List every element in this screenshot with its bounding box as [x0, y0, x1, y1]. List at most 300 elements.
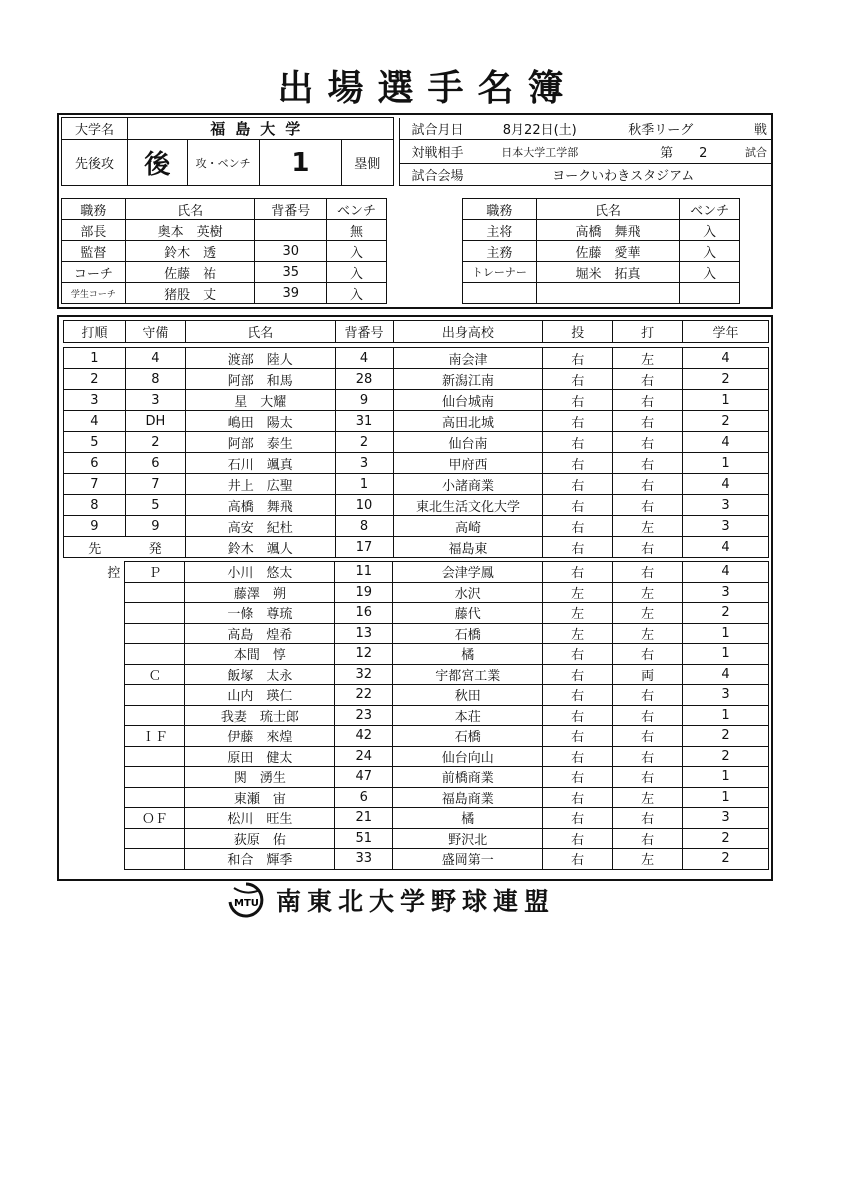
batting-order: 後	[127, 140, 187, 186]
position-cell: ＯＦ	[125, 808, 185, 829]
position-cell	[125, 685, 185, 706]
player-name-cell: 飯塚 太永	[185, 664, 335, 685]
bats-cell: 右	[613, 474, 683, 495]
bats-cell: 右	[613, 726, 683, 747]
throws-cell: 右	[543, 849, 613, 870]
batting-order-cell: 8	[64, 495, 126, 516]
staff-number: 30	[255, 241, 327, 262]
batting-order-cell: 4	[64, 411, 126, 432]
reserve-row	[63, 603, 769, 624]
high-school-cell: 会津学鳳	[393, 562, 543, 583]
uniform-number-cell: 19	[335, 582, 393, 603]
roster-header: 投	[543, 321, 613, 343]
batting-order-cell: 2	[64, 369, 126, 390]
staff-bench	[680, 283, 740, 304]
reserve-row	[63, 828, 769, 849]
staff-row	[463, 220, 740, 241]
reserve-row	[63, 582, 769, 603]
staff-row	[463, 283, 740, 304]
grade-cell: 4	[683, 664, 769, 685]
grade-cell: 2	[683, 746, 769, 767]
blank-cell	[63, 603, 125, 624]
player-name-cell: 嶋田 陽太	[185, 411, 335, 432]
reserve-row	[63, 849, 769, 870]
player-name-cell: 山内 瑛仁	[185, 685, 335, 706]
position-cell: 3	[125, 390, 185, 411]
staff-row	[62, 262, 387, 283]
throws-cell: 右	[543, 390, 613, 411]
player-name-cell: 阿部 泰生	[185, 432, 335, 453]
staff-row	[62, 241, 387, 262]
high-school-cell: 水沢	[393, 582, 543, 603]
throws-cell: 左	[543, 582, 613, 603]
federation-logo-icon	[226, 882, 266, 918]
uniform-number-cell: 24	[335, 746, 393, 767]
roster-header: 守備	[125, 321, 185, 343]
bats-cell: 左	[613, 849, 683, 870]
throws-cell: 右	[543, 787, 613, 808]
player-name-cell: 本間 惇	[185, 644, 335, 665]
reserve-row	[63, 664, 769, 685]
uniform-number-cell: 6	[335, 787, 393, 808]
league-suffix: 戦	[717, 118, 771, 140]
player-name-cell: 東瀬 宙	[185, 787, 335, 808]
blank-cell	[63, 726, 125, 747]
high-school-cell: 藤代	[393, 603, 543, 624]
high-school-cell: 福島商業	[393, 787, 543, 808]
throws-cell: 右	[543, 664, 613, 685]
uniform-number-cell: 11	[335, 562, 393, 583]
player-name-cell: 関 湧生	[185, 767, 335, 788]
staff-bench: 無	[327, 220, 387, 241]
grade-cell: 2	[683, 369, 769, 390]
position-cell	[125, 746, 185, 767]
batting-order-cell: 5	[64, 432, 126, 453]
high-school-cell: 東北生活文化大学	[393, 495, 543, 516]
reserve-row	[63, 767, 769, 788]
staff-header: 氏名	[536, 199, 679, 220]
uniform-number-cell: 21	[335, 808, 393, 829]
grade-cell: 1	[683, 623, 769, 644]
grade-cell: 4	[683, 432, 769, 453]
staff-table-right	[462, 198, 740, 304]
uniform-number-cell: 51	[335, 828, 393, 849]
uniform-number-cell: 3	[335, 453, 393, 474]
bats-cell: 右	[613, 808, 683, 829]
staff-role: トレーナー	[463, 262, 537, 283]
position-cell: Ｐ	[125, 562, 185, 583]
grade-cell: 2	[683, 603, 769, 624]
bats-cell: 左	[613, 516, 683, 537]
bats-cell: 右	[613, 495, 683, 516]
position-cell: ＩＦ	[125, 726, 185, 747]
throws-cell: 右	[543, 474, 613, 495]
grade-cell: 1	[683, 705, 769, 726]
bats-cell: 左	[613, 348, 683, 369]
university-name: 福島大学	[127, 118, 393, 140]
staff-name	[536, 283, 679, 304]
batting-order-cell: 9	[64, 516, 126, 537]
federation-name: 南東北大学野球連盟	[276, 887, 556, 916]
throws-cell: 右	[543, 726, 613, 747]
staff-header: 職務	[62, 199, 126, 220]
bats-cell: 右	[613, 746, 683, 767]
staff-table-left	[61, 198, 387, 304]
uniform-number-cell: 12	[335, 644, 393, 665]
throws-cell: 右	[543, 495, 613, 516]
blank-cell	[63, 644, 125, 665]
grade-cell: 1	[683, 390, 769, 411]
staff-name: 奥本 英樹	[125, 220, 255, 241]
bats-cell: 右	[613, 537, 683, 558]
starter-row	[64, 369, 769, 390]
player-name-cell: 一條 尊琉	[185, 603, 335, 624]
staff-number	[255, 220, 327, 241]
uniform-number-cell: 13	[335, 623, 393, 644]
position-cell	[125, 705, 185, 726]
grade-cell: 4	[683, 562, 769, 583]
throws-cell: 右	[543, 808, 613, 829]
blank-cell	[63, 664, 125, 685]
high-school-cell: 秋田	[393, 685, 543, 706]
staff-name: 高橋 舞飛	[536, 220, 679, 241]
batting-order-cell: 6	[64, 453, 126, 474]
grade-cell: 1	[683, 453, 769, 474]
staff-role: 監督	[62, 241, 126, 262]
university-label: 大学名	[62, 118, 128, 140]
logo-text: MTU	[234, 898, 259, 909]
starting-pitcher-row	[64, 537, 769, 558]
blank-cell	[63, 767, 125, 788]
blank-cell	[63, 623, 125, 644]
throws-cell: 右	[543, 432, 613, 453]
position-cell	[125, 849, 185, 870]
staff-header: ベンチ	[327, 199, 387, 220]
player-name-cell: 小川 悠太	[185, 562, 335, 583]
grade-cell: 3	[683, 516, 769, 537]
high-school-cell: 盛岡第一	[393, 849, 543, 870]
staff-number: 35	[255, 262, 327, 283]
blank-cell	[63, 808, 125, 829]
high-school-cell: 仙台向山	[393, 746, 543, 767]
throws-cell: 右	[543, 348, 613, 369]
player-name-cell: 伊藤 來煌	[185, 726, 335, 747]
reserve-row	[63, 746, 769, 767]
player-name-cell: 井上 広聖	[185, 474, 335, 495]
position-cell	[125, 644, 185, 665]
blank-cell	[63, 849, 125, 870]
position-cell	[125, 582, 185, 603]
staff-header: 背番号	[255, 199, 327, 220]
player-name-cell: 高橋 舞飛	[185, 495, 335, 516]
bats-cell: 右	[613, 705, 683, 726]
staff-header: 職務	[463, 199, 537, 220]
staff-row	[62, 220, 387, 241]
position-cell: 5	[125, 495, 185, 516]
game-suffix: 試合	[745, 145, 767, 159]
high-school-cell: 南会津	[393, 348, 543, 369]
position-cell: 6	[125, 453, 185, 474]
staff-role: 部長	[62, 220, 126, 241]
federation-footer	[226, 880, 606, 920]
high-school-cell: 仙台城南	[393, 390, 543, 411]
grade-cell: 4	[683, 474, 769, 495]
uniform-number-cell: 47	[335, 767, 393, 788]
starter-row	[64, 495, 769, 516]
player-name-cell: 石川 颯真	[185, 453, 335, 474]
staff-row	[463, 262, 740, 283]
bench-side: 塁側	[342, 140, 393, 186]
position-cell	[125, 623, 185, 644]
date-label: 試合月日	[399, 118, 475, 140]
high-school-cell: 高田北城	[393, 411, 543, 432]
reserve-row	[63, 726, 769, 747]
grade-cell: 3	[683, 582, 769, 603]
blank-cell	[63, 582, 125, 603]
grade-cell: 3	[683, 808, 769, 829]
staff-name: 佐藤 祐	[125, 262, 255, 283]
uniform-number-cell: 42	[335, 726, 393, 747]
throws-cell: 右	[543, 411, 613, 432]
high-school-cell: 野沢北	[393, 828, 543, 849]
grade-cell: 4	[683, 348, 769, 369]
starter-row	[64, 432, 769, 453]
grade-cell: 3	[683, 685, 769, 706]
bats-cell: 右	[613, 369, 683, 390]
bats-cell: 右	[613, 562, 683, 583]
roster-header: 背番号	[335, 321, 393, 343]
high-school-cell: 本荘	[393, 705, 543, 726]
throws-cell: 右	[543, 453, 613, 474]
roster-header: 打順	[64, 321, 126, 343]
high-school-cell: 甲府西	[393, 453, 543, 474]
staff-name: 堀米 拓真	[536, 262, 679, 283]
roster-header: 学年	[683, 321, 769, 343]
staff-bench: 入	[680, 220, 740, 241]
uniform-number-cell: 1	[335, 474, 393, 495]
uniform-number-cell: 22	[335, 685, 393, 706]
position-cell: 2	[125, 432, 185, 453]
staff-header: ベンチ	[680, 199, 740, 220]
league-name: 秋季リーグ	[604, 118, 717, 140]
starters-table	[63, 347, 769, 558]
high-school-cell: 高崎	[393, 516, 543, 537]
reserve-row	[63, 808, 769, 829]
position-cell: 4	[125, 348, 185, 369]
staff-role	[463, 283, 537, 304]
reserve-row	[63, 685, 769, 706]
player-name-cell: 星 大耀	[185, 390, 335, 411]
starter-row	[64, 474, 769, 495]
staff-bench: 入	[327, 262, 387, 283]
page-title: 出場選手名簿	[277, 68, 578, 109]
bats-cell: 右	[613, 685, 683, 706]
uniform-number-cell: 33	[335, 849, 393, 870]
uniform-number-cell: 9	[335, 390, 393, 411]
uniform-number-cell: 10	[335, 495, 393, 516]
bench-label: 攻・ベンチ	[187, 140, 259, 186]
blank-cell	[63, 705, 125, 726]
grade-cell: 1	[683, 644, 769, 665]
starter-row	[64, 516, 769, 537]
uniform-number-cell: 23	[335, 705, 393, 726]
position-cell: 7	[125, 474, 185, 495]
staff-role: 主務	[463, 241, 537, 262]
position-cell: 8	[125, 369, 185, 390]
throws-cell: 右	[543, 685, 613, 706]
reserves-table	[63, 561, 769, 870]
match-date: 8月22日(土)	[475, 118, 604, 140]
bats-cell: 右	[613, 828, 683, 849]
high-school-cell: 橘	[393, 644, 543, 665]
player-name-cell: 藤澤 朔	[185, 582, 335, 603]
reserve-row	[63, 705, 769, 726]
high-school-cell: 小諸商業	[393, 474, 543, 495]
staff-row	[62, 283, 387, 304]
grade-cell: 2	[683, 828, 769, 849]
starter-row	[64, 411, 769, 432]
player-name-cell: 高安 紀杜	[185, 516, 335, 537]
grade-cell: 4	[683, 537, 769, 558]
staff-bench: 入	[680, 262, 740, 283]
high-school-cell: 新潟江南	[393, 369, 543, 390]
high-school-cell: 福島東	[393, 537, 543, 558]
starter-row	[64, 390, 769, 411]
batting-order-cell: 1	[64, 348, 126, 369]
bats-cell: 左	[613, 582, 683, 603]
throws-cell: 右	[543, 537, 613, 558]
reserve-row	[63, 787, 769, 808]
position-cell	[125, 603, 185, 624]
game-prefix: 第	[660, 146, 674, 161]
staff-row	[463, 241, 740, 262]
throws-cell: 右	[543, 516, 613, 537]
high-school-cell: 石橋	[393, 623, 543, 644]
roster-header: 打	[613, 321, 683, 343]
starter-row	[64, 453, 769, 474]
bats-cell: 左	[613, 623, 683, 644]
position-cell	[125, 767, 185, 788]
venue-name: ヨークいわきスタジアム	[475, 164, 771, 186]
reserve-row	[63, 623, 769, 644]
staff-role: 学生コーチ	[62, 283, 126, 304]
throws-cell: 右	[543, 828, 613, 849]
player-name-cell: 和合 輝季	[185, 849, 335, 870]
grade-cell: 2	[683, 726, 769, 747]
opponent-name: 日本大学工学部	[501, 145, 579, 159]
bats-cell: 右	[613, 644, 683, 665]
staff-role: 主将	[463, 220, 537, 241]
throws-cell: 右	[543, 767, 613, 788]
staff-bench: 入	[327, 241, 387, 262]
venue-label: 試合会場	[399, 164, 475, 186]
bats-cell: 右	[613, 411, 683, 432]
throws-cell: 右	[543, 705, 613, 726]
position-cell: 9	[125, 516, 185, 537]
bats-cell: 左	[613, 603, 683, 624]
bats-cell: 右	[613, 432, 683, 453]
staff-role: コーチ	[62, 262, 126, 283]
player-name-cell: 我妻 琉士郎	[185, 705, 335, 726]
uniform-number-cell: 4	[335, 348, 393, 369]
roster-header-table	[63, 320, 769, 343]
position-cell	[125, 787, 185, 808]
staff-header: 氏名	[125, 199, 255, 220]
position-cell: Ｃ	[125, 664, 185, 685]
player-name-cell: 高島 煌希	[185, 623, 335, 644]
staff-number: 39	[255, 283, 327, 304]
match-info-table	[61, 117, 771, 186]
position-cell	[125, 828, 185, 849]
player-name-cell: 鈴木 颯人	[185, 537, 335, 558]
reserve-row	[63, 644, 769, 665]
uniform-number-cell: 8	[335, 516, 393, 537]
opponent-label: 対戦相手	[399, 140, 475, 164]
staff-name: 佐藤 愛華	[536, 241, 679, 262]
player-name-cell: 渡部 陸人	[185, 348, 335, 369]
batting-order-cell: 3	[64, 390, 126, 411]
player-name-cell: 原田 健太	[185, 746, 335, 767]
bench-number: 1	[259, 140, 341, 186]
reserve-row	[63, 562, 769, 583]
throws-cell: 右	[543, 644, 613, 665]
player-name-cell: 荻原 佑	[185, 828, 335, 849]
blank-cell	[63, 746, 125, 767]
order-label: 先後攻	[62, 140, 128, 186]
staff-bench: 入	[327, 283, 387, 304]
throws-cell: 右	[543, 369, 613, 390]
bats-cell: 右	[613, 767, 683, 788]
uniform-number-cell: 31	[335, 411, 393, 432]
player-name-cell: 松川 旺生	[185, 808, 335, 829]
batting-order-cell: 7	[64, 474, 126, 495]
throws-cell: 右	[543, 746, 613, 767]
reserve-label-cell: 控	[107, 566, 121, 582]
starter-row	[64, 348, 769, 369]
roster-header: 出身高校	[393, 321, 543, 343]
high-school-cell: 仙台南	[393, 432, 543, 453]
uniform-number-cell: 16	[335, 603, 393, 624]
throws-cell: 左	[543, 603, 613, 624]
blank-cell	[63, 685, 125, 706]
high-school-cell: 石橋	[393, 726, 543, 747]
staff-name: 猪股 丈	[125, 283, 255, 304]
uniform-number-cell: 17	[335, 537, 393, 558]
starting-label-cell: 先	[64, 537, 126, 558]
high-school-cell: 宇都宮工業	[393, 664, 543, 685]
staff-name: 鈴木 透	[125, 241, 255, 262]
blank-cell	[63, 787, 125, 808]
position-cell: DH	[125, 411, 185, 432]
throws-cell: 左	[543, 623, 613, 644]
grade-cell: 2	[683, 411, 769, 432]
grade-cell: 1	[683, 787, 769, 808]
grade-cell: 1	[683, 767, 769, 788]
uniform-number-cell: 2	[335, 432, 393, 453]
uniform-number-cell: 28	[335, 369, 393, 390]
bats-cell: 左	[613, 787, 683, 808]
high-school-cell: 前橋商業	[393, 767, 543, 788]
throws-cell: 右	[543, 562, 613, 583]
bats-cell: 右	[613, 453, 683, 474]
grade-cell: 3	[683, 495, 769, 516]
game-number: 2	[699, 146, 708, 161]
blank-cell	[63, 828, 125, 849]
bats-cell: 両	[613, 664, 683, 685]
uniform-number-cell: 32	[335, 664, 393, 685]
grade-cell: 2	[683, 849, 769, 870]
high-school-cell: 橘	[393, 808, 543, 829]
